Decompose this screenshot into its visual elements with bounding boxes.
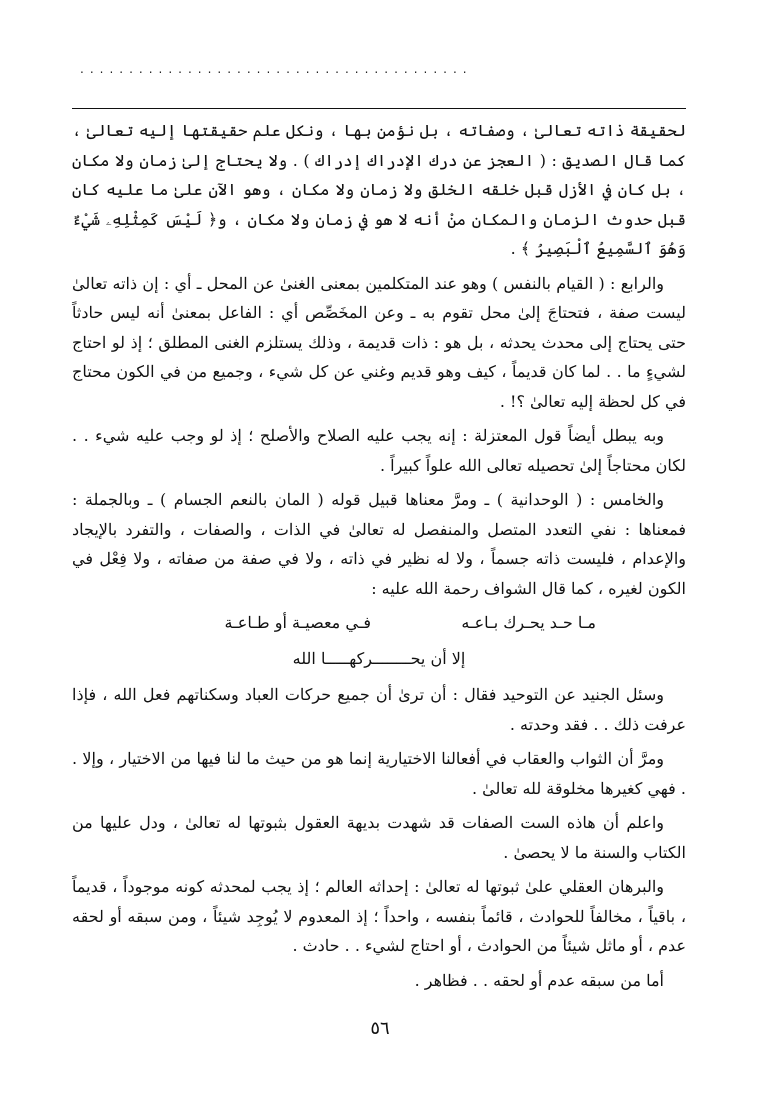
- verse-hemistich-left: فـي معصيـة أو طـاعـة: [224, 613, 371, 632]
- paragraph-9: أما من سبقه عدم أو لحقه . . فظاهر .: [414, 970, 664, 990]
- header-rule: [72, 108, 686, 109]
- header-dots: ........................................: [80, 62, 473, 76]
- page-body: [72, 116, 686, 1000]
- paragraph-1: لحقيقة ذاته تعالىٰ ، وصفاته ، بل نؤمن بها ، ونكل علم حقيقتها إليه تعالىٰ ، كما قال الصديق : ( العجز عن درك الإدراك إدراك ) . ولا يحتاج إلىٰ زمان ولا مكان ، بل كان في الأزل قبل خلقه الخلق ولا زمان ولا مكان ، وهو الآن علىٰ ما عليه كان قبل حدوث الزمان والمكان منْ أنه لا هو في زمان ولا مكان ، و﴿ لَيْسَ كَمِثْلِهِۦ شَيْءٌ وَهُوَ ٱلسَّمِيعُ ٱلْبَصِيرُ ﴾ .: [72, 121, 686, 258]
- page-number: ٥٦: [370, 1018, 390, 1039]
- paragraph-4: والخامس : ( الوحدانية ) ـ ومرَّ معناها قبيل قوله ( المان بالنعم الجسام ) ـ وبالجملة : فمعناها : نفي التعدد المتصل والمنفصل له تعالىٰ في الذات ، والصفات ، والتفرد بالإيجاد والإعدام ، فليست ذاته جسماً ، ولا له نظير في ذاته ، ولا في صفة من صفاته ، ولا فِعْل في الكون لغيره ، كما قال الشواف رحمة الله عليه :: [72, 490, 686, 598]
- paragraph-3: وبه يبطل أيضاً قول المعتزلة : إنه يجب عليه الصلاح والأصلح ؛ إذ لو وجب عليه شيء . . لكان محتاجاً إلىٰ تحصيله تعالى الله علواً كبيراً .: [72, 426, 686, 475]
- poem-verse-line-1: [72, 608, 686, 642]
- paragraph-7: واعلم أن هاذه الست الصفات قد شهدت بديهة العقول بثبوتها له تعالىٰ ، ودل عليها من الكتاب والسنة ما لا يحصىٰ .: [72, 813, 686, 862]
- paragraph-6: ومرَّ أن الثواب والعقاب في أفعالنا الاختيارية إنما هو من حيث ما لنا فيها من الاختيار ، وإلا . . فهي كغيرها مخلوقة لله تعالىٰ .: [72, 749, 686, 798]
- paragraph-8: والبرهان العقلي علىٰ ثبوتها له تعالىٰ : إحداثه العالم ؛ إذ يجب لمحدثه كونه موجوداً ، قديماً ، باقياً ، مخالفاً للحوادث ، قائماً بنفسه ، واحداً ؛ إذ المعدوم لا يُوجِد شيئاً ، ومن سبقه أو لحقه عدم ، أو ماثل شيئاً من الحوادث ، أو احتاج لشيء . . حادث .: [72, 877, 686, 955]
- verse-hemistich-right: مـا حـد يحـرك بـاعـه: [461, 613, 596, 632]
- paragraph-2: والرابع : ( القيام بالنفس ) وهو عند المتكلمين بمعنى الغنىٰ عن المحل ـ أي : إن ذاته تعالىٰ ليست صفة ، فتحتاجَ إلىٰ محل تقوم به ـ وعن المخَصِّص أي : الفاعل بمعنىٰ أنه ليس حادثاً حتى يحتاج إلى محدث يحدثه ، بل هو : ذات قديمة ، وذلك يستلزم الغنى المطلق ؛ إذ لو احتاج لشيءٍ ما . . لما كان قديماً ، كيف وهو قديم وغني عن كل شيء ، وجميع من في الكون محتاج في كل لحظة إليه تعالىٰ ؟! .: [72, 273, 686, 411]
- poem-verse-line-2: إلا أن يحــــــــركهـــــا الله: [292, 649, 466, 668]
- paragraph-5: وسئل الجنيد عن التوحيد فقال : أن ترىٰ أن جميع حركات العباد وسكناتهم فعل الله ، فإذا عرفت ذلك . . فقد وحدته .: [72, 685, 686, 734]
